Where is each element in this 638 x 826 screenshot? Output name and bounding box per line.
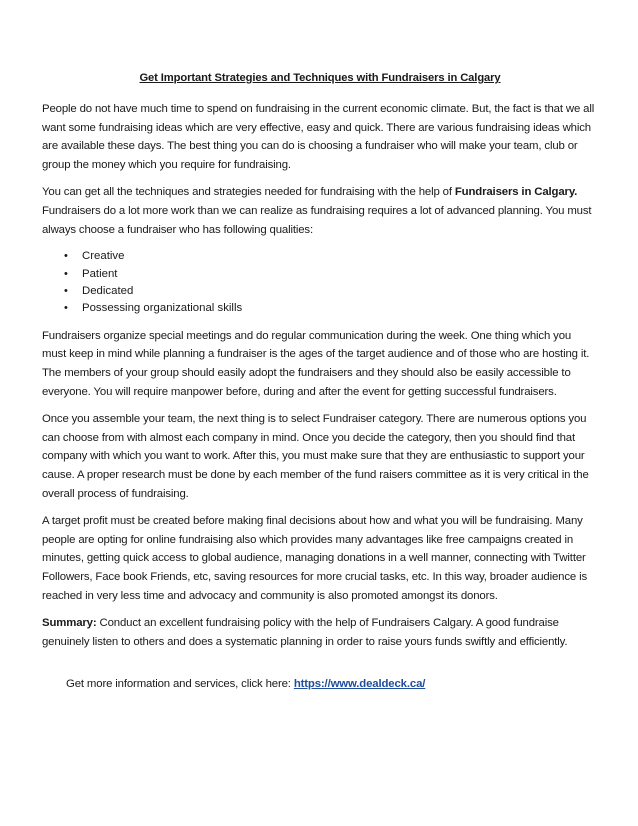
list-item-label: Possessing organizational skills bbox=[82, 302, 243, 315]
list-item bbox=[64, 248, 598, 265]
paragraph-meetings: Fundraisers organize special meetings and do regular communication during the week. One thing which you must keep in mind while planning a fundraiser is the ages of the target audience and of those who are hosting it. The members of your group should easily adopt the fundraisers and they should also be easily accessible to everyone. You will require manpower before, during and after the event for getting successful fundraisers. bbox=[42, 329, 590, 398]
paragraph-fundraisers bbox=[42, 183, 598, 239]
paragraph-intro: People do not have much time to spend on fundraising in the current economic climate. But, the fact is that we all want some fundraising ideas which are very effective, easy and quick. There are various fundraising ideas which are available these days. The best thing you can do is choosing a fundraiser who will make your team, club or group the money which you require for fundraising. bbox=[42, 103, 595, 171]
paragraph-fundraisers-text-after: Fundraisers do a lot more work than we can realize as fundraising requires a lot of advanced planning. You must always choose a fundraiser who has following qualities: bbox=[42, 204, 592, 236]
bullet-icon: • bbox=[64, 250, 68, 263]
bullet-icon: • bbox=[64, 302, 68, 315]
document-title: Get Important Strategies and Techniques with Fundraisers in Calgary bbox=[139, 72, 501, 84]
list-item-label: Dedicated bbox=[82, 284, 134, 297]
footer-line bbox=[66, 675, 598, 693]
list-item bbox=[64, 300, 598, 317]
list-item-label: Patient bbox=[82, 267, 118, 280]
qualities-list bbox=[42, 248, 598, 318]
list-item bbox=[64, 283, 598, 300]
fundraisers-calgary-bold: Fundraisers in Calgary. bbox=[454, 186, 578, 199]
summary-label: Summary: bbox=[42, 617, 97, 630]
bullet-icon: • bbox=[64, 267, 68, 280]
list-item-label: Creative bbox=[82, 250, 125, 263]
bullet-icon: • bbox=[64, 284, 68, 297]
paragraph-fundraisers-text-before: You can get all the techniques and strategies needed for fundraising with the help of bbox=[42, 186, 455, 199]
paragraph-summary bbox=[42, 614, 598, 651]
paragraph-team: Once you assemble your team, the next thing is to select Fundraiser category. There are numerous options you can choose from with almost each company in mind. Once you decide the category, then you should find that company with which you want to work. After this, you must make sure that they are enthusiastic to support your cause. A proper research must be done by each member of the fund raisers committee as it is very critical in the overall process of fundraising. bbox=[42, 413, 589, 500]
footer-text: Get more information and services, click here: bbox=[66, 678, 294, 691]
document-page bbox=[42, 72, 598, 693]
summary-text: Conduct an excellent fundraising policy with the help of Fundraisers Calgary. A good fundraise genuinely listen to others and does a systematic planning in order to raise yours funds swiftly and efficiently. bbox=[42, 617, 568, 648]
list-item bbox=[64, 266, 598, 283]
website-link[interactable]: https://www.dealdeck.ca/ bbox=[293, 678, 426, 691]
paragraph-target-profit: A target profit must be created before making final decisions about how and what you will be fundraising. Many people are opting for online fundraising also which provides many advantages like free campaigns created in minutes, getting quick access to global audience, managing donations in a well manner, connecting with Twitter Followers, Face book Friends, etc, saving resources for more crucial tasks, etc. In this way, broader audience is reached in very less time and advocacy and community is also promoted amongst its donors. bbox=[42, 515, 588, 602]
